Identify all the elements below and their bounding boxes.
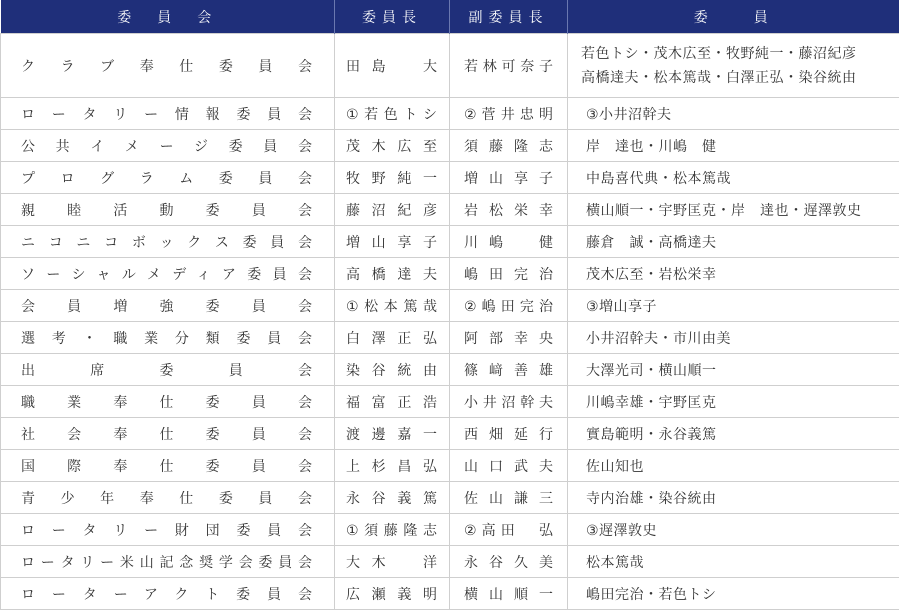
members-cell — [568, 514, 899, 546]
committee-name-cell: 親睦活動委員会 — [1, 194, 335, 226]
members-line: 茂木広至・岩松栄幸 — [586, 266, 717, 283]
vice-chair-cell: 山口武夫 — [450, 450, 568, 482]
chair-cell: 白澤正弘 — [335, 322, 450, 354]
committee-name-cell: ニコニコボックス委員会 — [1, 226, 335, 258]
vice-chair-cell: 佐山謙三 — [450, 482, 568, 514]
committee-name-cell: クラブ奉仕委員会 — [1, 34, 335, 98]
table-row — [1, 130, 899, 162]
table-row — [1, 514, 899, 546]
members-line: ③小井沼幹夫 — [586, 106, 672, 123]
vice-chair-cell: ②菅井忠明 — [450, 98, 568, 130]
members-cell — [568, 194, 899, 226]
table-row — [1, 354, 899, 386]
members-cell — [568, 322, 899, 354]
table-row — [1, 98, 899, 130]
chair-cell: 大木 洋 — [335, 546, 450, 578]
committee-name-cell: ロータリー米山記念奨学会委員会 — [1, 546, 335, 578]
members-cell — [568, 162, 899, 194]
committee-name-cell: 青少年奉仕委員会 — [1, 482, 335, 514]
chair-cell: 染谷統由 — [335, 354, 450, 386]
members-cell — [568, 226, 899, 258]
vice-chair-cell: 嶋田完治 — [450, 258, 568, 290]
members-cell — [568, 34, 899, 98]
members-line: 嶋田完治・若色トシ — [586, 586, 717, 603]
chair-cell: 上杉昌弘 — [335, 450, 450, 482]
vice-chair-cell: 西畑延行 — [450, 418, 568, 450]
vice-chair-cell: ②高田 弘 — [450, 514, 568, 546]
vice-chair-cell: 若林可奈子 — [450, 34, 568, 98]
vice-chair-cell: ②嶋田完治 — [450, 290, 568, 322]
vice-chair-cell: 永谷久美 — [450, 546, 568, 578]
header-members: 委 員 — [568, 0, 899, 34]
members-line: 横山順一・宇野匡克・岸 達也・遅澤敦史 — [586, 202, 862, 219]
members-line: 川嶋幸雄・宇野匡克 — [586, 394, 717, 411]
members-line: ③増山享子 — [586, 298, 658, 315]
committee-name-cell: 職業奉仕委員会 — [1, 386, 335, 418]
table-row — [1, 194, 899, 226]
members-cell — [568, 578, 899, 610]
chair-cell: 増山享子 — [335, 226, 450, 258]
members-line: 岸 達也・川嶋 健 — [586, 138, 717, 155]
vice-chair-cell: 須藤隆志 — [450, 130, 568, 162]
header-chair: 委員長 — [335, 0, 450, 34]
chair-cell: 高橋達夫 — [335, 258, 450, 290]
header-row — [1, 0, 899, 34]
members-cell — [568, 290, 899, 322]
members-cell — [568, 546, 899, 578]
chair-cell: 牧野純一 — [335, 162, 450, 194]
table-row — [1, 546, 899, 578]
members-line: 小井沼幹夫・市川由美 — [586, 330, 731, 347]
members-cell — [568, 98, 899, 130]
members-line: 藤倉 誠・高橋達夫 — [586, 234, 717, 251]
vice-chair-cell: 岩松栄幸 — [450, 194, 568, 226]
chair-cell: ①松本篤哉 — [335, 290, 450, 322]
table-row — [1, 34, 899, 98]
committee-name-cell: プログラム委員会 — [1, 162, 335, 194]
committee-name-cell: ソーシャルメディア委員会 — [1, 258, 335, 290]
members-cell — [568, 354, 899, 386]
vice-chair-cell: 篠﨑善雄 — [450, 354, 568, 386]
vice-chair-cell: 小井沼幹夫 — [450, 386, 568, 418]
committee-name-cell: 社会奉仕委員会 — [1, 418, 335, 450]
members-line: 佐山知也 — [586, 458, 644, 475]
chair-cell: 福富正浩 — [335, 386, 450, 418]
table-row — [1, 450, 899, 482]
vice-chair-cell: 川嶋 健 — [450, 226, 568, 258]
members-line: 實島範明・永谷義篤 — [586, 426, 717, 443]
members-line: 大澤光司・横山順一 — [586, 362, 717, 379]
members-cell — [568, 418, 899, 450]
committee-name-cell: 選考・職業分類委員会 — [1, 322, 335, 354]
members-line: 寺内治雄・染谷統由 — [586, 490, 717, 507]
members-cell — [568, 482, 899, 514]
members-line: 中島喜代典・松本篤哉 — [586, 170, 731, 187]
members-line: ③遅澤敦史 — [586, 522, 658, 539]
table-row — [1, 226, 899, 258]
committee-name-cell: 会員増強委員会 — [1, 290, 335, 322]
table-row — [1, 578, 899, 610]
header-committee: 委 員 会 — [1, 0, 335, 34]
committee-name-cell: 公共イメージ委員会 — [1, 130, 335, 162]
vice-chair-cell: 横山順一 — [450, 578, 568, 610]
chair-cell: 永谷義篤 — [335, 482, 450, 514]
committee-name-cell: 国際奉仕委員会 — [1, 450, 335, 482]
chair-cell: 広瀬義明 — [335, 578, 450, 610]
table-row — [1, 418, 899, 450]
table-row — [1, 258, 899, 290]
chair-cell: 渡邊嘉一 — [335, 418, 450, 450]
chair-cell: 藤沼紀彦 — [335, 194, 450, 226]
members-line: 高橋達夫・松本篤哉・白澤正弘・染谷統由 — [581, 69, 857, 86]
chair-cell: 茂木広至 — [335, 130, 450, 162]
chair-cell: ①若色トシ — [335, 98, 450, 130]
members-line: 松本篤哉 — [586, 554, 644, 571]
chair-cell: 田島 大 — [335, 34, 450, 98]
members-cell — [568, 386, 899, 418]
members-line: 若色トシ・茂木広至・牧野純一・藤沼紀彦 — [581, 45, 857, 62]
vice-chair-cell: 増山享子 — [450, 162, 568, 194]
committee-name-cell: ロータリー情報委員会 — [1, 98, 335, 130]
members-cell — [568, 130, 899, 162]
members-cell — [568, 450, 899, 482]
committee-name-cell: 出席委員会 — [1, 354, 335, 386]
table-row — [1, 386, 899, 418]
committee-name-cell: ロータリー財団委員会 — [1, 514, 335, 546]
header-vice-chair: 副委員長 — [450, 0, 568, 34]
committee-name-cell: ローターアクト委員会 — [1, 578, 335, 610]
vice-chair-cell: 阿部幸央 — [450, 322, 568, 354]
table-row — [1, 162, 899, 194]
chair-cell: ①須藤隆志 — [335, 514, 450, 546]
members-cell — [568, 258, 899, 290]
table-row — [1, 290, 899, 322]
table-row — [1, 322, 899, 354]
table-row — [1, 482, 899, 514]
